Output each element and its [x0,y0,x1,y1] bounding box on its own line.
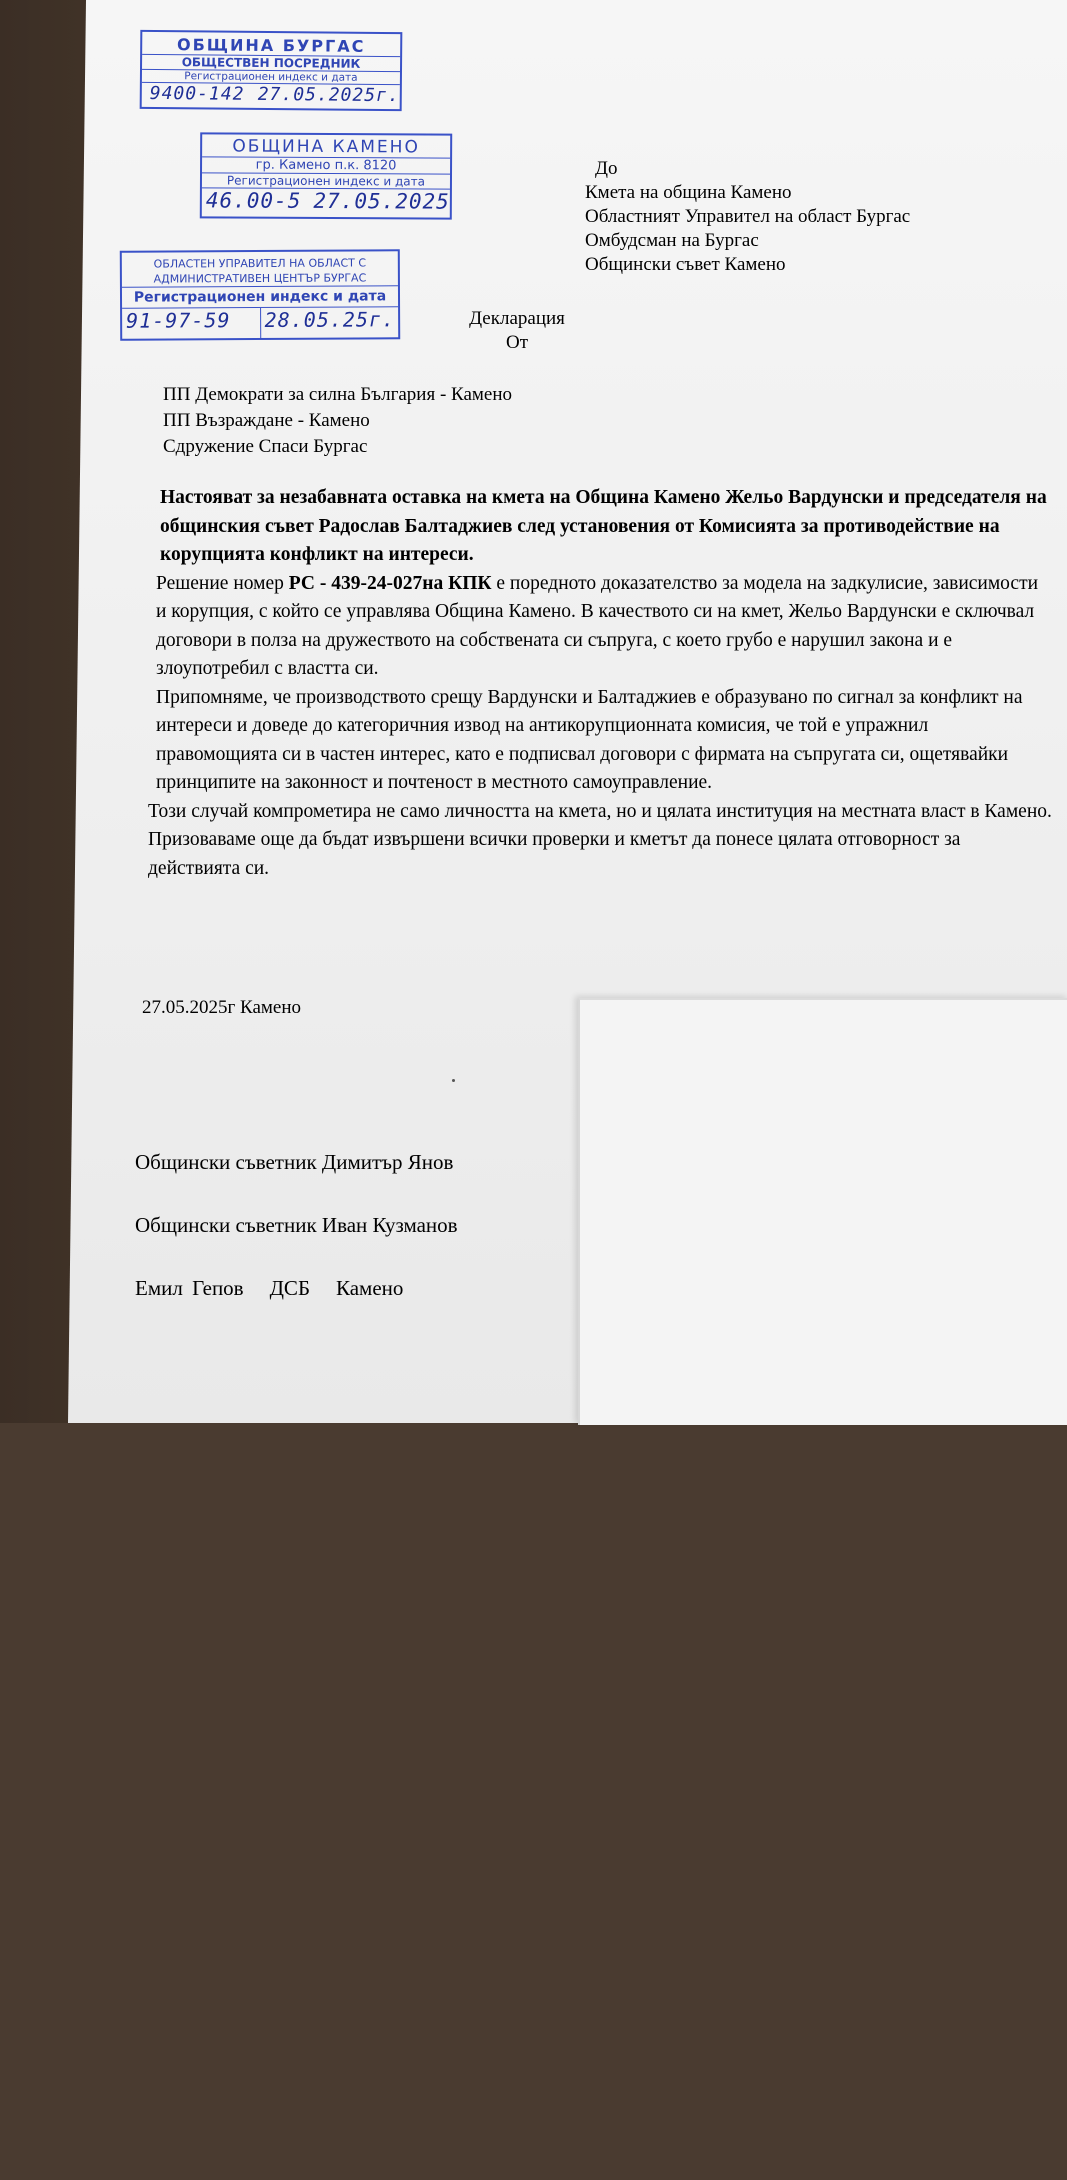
stamp-kameno-address: гр. Камено п.к. 8120 [202,156,450,173]
stamp-kameno [200,132,452,219]
paragraph-conclusion: Този случай компрометира не само личността на кмета, но и цялата институция на местната власт в Камено. Призоваваме още да бъдат извършени всички проверки и кметът да понесе цялата отговорност за действията си. [148,800,1052,879]
stamp-kameno-title: ОБЩИНА КАМЕНО [232,136,420,158]
decision-intro: Решение номер [156,572,289,594]
decision-number: РС - 439-24-027на КПК [288,572,492,594]
signatory-3-place: Камено [336,1276,404,1300]
faint-edge-mark [1045,2100,1063,2180]
date-place: 27.05.2025г Камено [142,997,302,1018]
from-label: От [505,332,529,353]
stamp-governor-title: ОБЛАСТЕН УПРАВИТЕЛ НА ОБЛАСТ С АДМИНИСТРАТИВЕН ЦЕНТЪР БУРГАС [153,256,367,286]
stamp-governor-date: 28.05.25г. [260,307,399,338]
document-title: Декларация [469,308,565,329]
recipient-line: Общински съвет Камено [585,254,786,275]
overlapping-sheet [578,998,1067,1425]
declaration-body [148,484,1053,883]
recipient-line: Кмета на община Камено [585,182,792,203]
stamp-burgas-caption: Регистрационен индекс и дата [142,69,400,84]
sender-line: ПП Демократи за силна България - Камено [163,384,513,405]
signatory-2: Общински съветник Иван Кузманов [135,1213,458,1237]
recipients-block [585,157,910,277]
stamp-kameno-caption: Регистрационен индекс и дата [202,172,450,188]
stamp-burgas [140,30,403,111]
recipients-label: До [595,158,618,179]
stamp-kameno-date: 27.05.2025 [313,188,450,214]
senders-block [163,382,512,460]
signatory-3 [135,1276,429,1301]
document-title-block [458,307,576,355]
stamp-burgas-date: 27.05.2025г. [257,83,400,107]
paragraph-decision [148,570,1053,684]
stamp-governor-caption: Регистрационен индекс и дата [122,285,398,307]
paragraph-reminder: Припомняме, че производството срещу Вардунски и Балтаджиев е образувано по сигнал за конфликт на интереси и доведе до категоричния извод на антикорупционната комисия, че той е упражнил правомощията си в частен интерес, като е подписвал договори с фирмата на съпругата си, ощетявайки принципите на законност и почтеност в местното самоуправление. [156,686,1023,793]
stamp-burgas-index: 9400-142 [149,82,245,105]
ink-dot [452,1079,455,1082]
recipient-line: Омбудсман на Бургас [585,230,759,251]
recipient-line: Областният Управител на област Бургас [585,206,911,227]
stamp-governor-index: 91-97-59 [126,308,231,333]
stamp-kameno-index: 46.00-5 [205,188,302,213]
sender-line: ПП Възраждане - Камено [163,410,370,431]
stamp-burgas-title: ОБЩИНА БУРГАС [176,35,366,56]
signatory-3-party: ДСБ [269,1276,310,1300]
stamp-burgas-subtitle: ОБЩЕСТВЕН ПОСРЕДНИК [142,54,400,71]
stamp-governor [120,249,400,340]
signatory-1: Общински съветник Димитър Янов [135,1150,454,1174]
declaration-heading: Настояват за незабавната оставка на кмета на Община Камено Жельо Вардунски и председателя на общинския съвет Радослав Балтаджиев след установения от Комисията за противодействие на корупцията конфликт на интереси. [160,487,1047,565]
decision-text: е поредното доказателство за модела на задкулисие, зависимости и корупция, с който се управлява Община Камено. В качеството си на кмет, Жельо Вардунски е сключвал договори в полза на дружеството на собствената си съпруга, с което грубо е нарушил закона и е злоупотребил с властта си. [156,572,1039,679]
signatory-3-name: Емил Гепов [135,1276,244,1300]
sender-line: Сдружение Спаси Бургас [163,436,368,457]
